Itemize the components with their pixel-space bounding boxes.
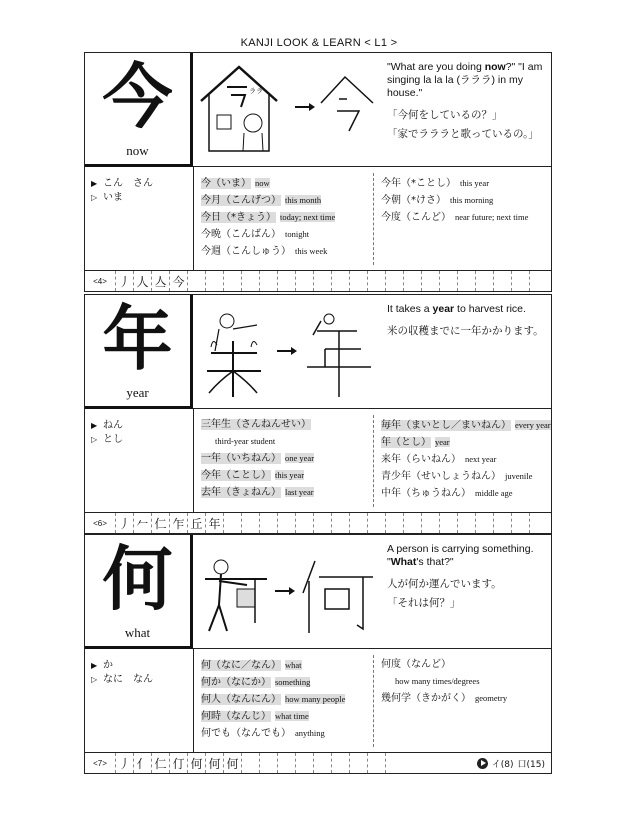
vocab-item bbox=[201, 450, 314, 467]
stroke-cell bbox=[421, 271, 439, 291]
stroke-cell bbox=[529, 271, 547, 291]
stroke-cell bbox=[277, 753, 295, 773]
stroke-cell bbox=[277, 513, 295, 533]
vocab-word: 何（なに／なん） bbox=[201, 660, 281, 671]
vocab-item bbox=[201, 725, 345, 742]
card-header bbox=[85, 53, 551, 167]
stroke-cell bbox=[475, 271, 493, 291]
mnemonic-illustration bbox=[197, 301, 379, 401]
stroke-cell bbox=[259, 753, 277, 773]
stroke-order-row bbox=[85, 513, 551, 533]
stroke-cell bbox=[439, 271, 457, 291]
kanji-card-nen bbox=[84, 294, 552, 534]
vocab-word: 今朝（*けさ） bbox=[381, 195, 446, 206]
readings-vocab-section bbox=[85, 649, 551, 753]
stroke-cell bbox=[187, 271, 205, 291]
vocab-item bbox=[201, 417, 314, 433]
vocab-word: 何でも（なんでも） bbox=[201, 728, 291, 739]
stroke-cell bbox=[313, 513, 331, 533]
vocab-translation: what time bbox=[275, 711, 309, 721]
vocab-item bbox=[381, 434, 551, 451]
reading-kun: ▷ なに なん bbox=[91, 674, 153, 685]
vocab-word: 今（いま） bbox=[201, 178, 251, 189]
stroke-cell: 人 bbox=[133, 271, 151, 291]
vocab-item bbox=[201, 484, 314, 501]
stroke-cell bbox=[331, 271, 349, 291]
stroke-cell bbox=[241, 271, 259, 291]
stroke-cell bbox=[367, 271, 385, 291]
stroke-cell: 丿 bbox=[115, 271, 133, 291]
story-japanese: 米の収穫までに一年かかります。 bbox=[387, 325, 544, 337]
vocab-translation: one year bbox=[285, 453, 315, 463]
stroke-cell bbox=[205, 271, 223, 291]
reading-on: ▶ か bbox=[91, 660, 113, 671]
vocab-item bbox=[201, 708, 345, 725]
vocab-word: 何人（なんにん） bbox=[201, 694, 281, 705]
stroke-cell bbox=[259, 513, 277, 533]
story-english: "What are you doing now?" "I am singing la la la (ラララ) in my house." bbox=[387, 61, 543, 99]
stroke-cell bbox=[403, 271, 421, 291]
vocab-translation: this morning bbox=[450, 195, 494, 205]
reading-on: ▶ こん さん bbox=[91, 178, 153, 189]
vocab-word: 来年（らいねん） bbox=[381, 454, 461, 465]
vocab-list-right bbox=[381, 417, 551, 502]
kanji-character: 年 bbox=[102, 298, 173, 380]
stroke-cell bbox=[403, 513, 421, 533]
vocab-translation: something bbox=[275, 677, 311, 687]
vocab-item bbox=[201, 175, 335, 192]
stroke-cell: 亼 bbox=[151, 271, 169, 291]
vocab-translation: last year bbox=[285, 487, 314, 497]
mnemonic-story bbox=[387, 303, 549, 338]
stroke-cell bbox=[223, 271, 241, 291]
stroke-cell bbox=[241, 753, 259, 773]
vocab-translation: this year bbox=[460, 178, 490, 188]
vocab-translation: anything bbox=[295, 728, 325, 738]
stroke-cell bbox=[349, 271, 367, 291]
vocab-item bbox=[381, 673, 507, 690]
vocab-item bbox=[201, 657, 345, 674]
vocab-item bbox=[201, 467, 314, 484]
stroke-cell bbox=[385, 753, 403, 773]
vocab-translation: how many people bbox=[285, 694, 346, 704]
vocab-item bbox=[381, 657, 507, 673]
vocab-translation: every year bbox=[515, 420, 551, 430]
card-header bbox=[85, 295, 551, 409]
kanji-character: 今 bbox=[102, 56, 173, 138]
stroke-cell bbox=[331, 753, 349, 773]
vocab-translation: middle age bbox=[475, 488, 513, 498]
stroke-cell bbox=[439, 513, 457, 533]
vocab-translation: how many times/degrees bbox=[395, 676, 480, 686]
stroke-cell bbox=[295, 753, 313, 773]
mnemonic-story bbox=[387, 61, 549, 141]
stroke-cell bbox=[259, 271, 277, 291]
vocab-word: 今年（*ことし） bbox=[381, 178, 456, 189]
reading-kun: ▷ いま bbox=[91, 192, 123, 203]
stroke-order-row bbox=[85, 753, 551, 773]
vocab-translation: this month bbox=[285, 195, 322, 205]
stroke-cell: 亻 bbox=[133, 753, 151, 773]
vocab-word: 青少年（せいしょうねん） bbox=[381, 471, 501, 482]
vocab-translation: near future; next time bbox=[455, 212, 529, 222]
vocab-word: 毎年（まいとし／まいねん） bbox=[381, 420, 511, 431]
play-icon bbox=[477, 758, 488, 769]
vocab-item bbox=[381, 209, 528, 226]
vocab-item bbox=[381, 417, 551, 434]
stroke-cell: 丿 bbox=[115, 513, 133, 533]
stroke-cell: 𠂉 bbox=[133, 513, 151, 533]
vocab-translation: this week bbox=[295, 246, 328, 256]
vocab-word: 去年（きょねん） bbox=[201, 487, 281, 498]
readings bbox=[91, 419, 191, 447]
story-japanese: 「今何をしているの？」 「家でラララと歌っているの。」 bbox=[387, 109, 539, 140]
story-japanese: 人が何か運んでいます。 「それは何？」 bbox=[387, 578, 502, 609]
vocab-word: 何か（なにか） bbox=[201, 677, 271, 688]
story-english: It takes a year to harvest rice. bbox=[387, 303, 526, 315]
vocab-word: 今日（*きょう） bbox=[201, 212, 276, 223]
vocab-item bbox=[201, 691, 345, 708]
kanji-box bbox=[85, 535, 193, 649]
stroke-cell bbox=[295, 513, 313, 533]
card-header bbox=[85, 535, 551, 649]
vocab-translation: this year bbox=[275, 470, 305, 480]
vocab-word: 今晩（こんばん） bbox=[201, 229, 281, 240]
svg-text:ララ: ララ bbox=[249, 87, 263, 95]
kanji-box bbox=[85, 295, 193, 409]
vocab-list-left bbox=[201, 175, 335, 260]
stroke-cell bbox=[241, 513, 259, 533]
stroke-cell: 仁 bbox=[151, 513, 169, 533]
stroke-order-row bbox=[85, 271, 551, 291]
vocab-translation: next year bbox=[465, 454, 497, 464]
stroke-cell: 丘 bbox=[187, 513, 205, 533]
vocab-translation: geometry bbox=[475, 693, 508, 703]
vocab-word: 一年（いちねん） bbox=[201, 453, 281, 464]
kanji-meaning: what bbox=[124, 625, 151, 640]
stroke-count: <7> bbox=[93, 758, 107, 768]
stroke-cell bbox=[511, 271, 529, 291]
stroke-cell bbox=[313, 753, 331, 773]
stroke-count: <4> bbox=[93, 276, 107, 286]
vocab-item bbox=[201, 192, 335, 209]
readings-vocab-section bbox=[85, 409, 551, 513]
vocab-translation: juvenile bbox=[505, 471, 533, 481]
vocab-item bbox=[381, 485, 551, 502]
vocab-word: 年（とし） bbox=[381, 437, 431, 448]
page-title: KANJI LOOK & LEARN < L1 > bbox=[240, 37, 398, 49]
stroke-cell bbox=[295, 271, 313, 291]
vocab-translation: now bbox=[255, 178, 270, 188]
vocab-translation: tonight bbox=[285, 229, 310, 239]
kanji-character: 何 bbox=[102, 538, 173, 620]
vocab-item bbox=[201, 433, 314, 450]
stroke-cell bbox=[313, 271, 331, 291]
reading-kun: ▷ とし bbox=[91, 434, 123, 445]
kanji-box bbox=[85, 53, 193, 167]
stroke-cell bbox=[493, 513, 511, 533]
stroke-cell bbox=[529, 513, 547, 533]
vocab-item bbox=[381, 451, 551, 468]
mnemonic-illustration bbox=[197, 59, 379, 159]
stroke-cell bbox=[223, 513, 241, 533]
vocab-word: 今度（こんど） bbox=[381, 212, 451, 223]
stroke-cell: 何 bbox=[187, 753, 205, 773]
stroke-cell: 乍 bbox=[169, 513, 187, 533]
vocab-translation: what bbox=[285, 660, 302, 670]
vocab-word: 三年生（さんねんせい） bbox=[201, 419, 311, 430]
vocab-list-right bbox=[381, 175, 528, 226]
vocab-translation: third-year student bbox=[215, 436, 276, 446]
stroke-cell bbox=[385, 513, 403, 533]
stroke-cell bbox=[493, 271, 511, 291]
kanji-card-nani bbox=[84, 534, 552, 774]
vocab-item bbox=[201, 243, 335, 260]
stroke-cell bbox=[331, 513, 349, 533]
vocab-word: 今年（ことし） bbox=[201, 470, 271, 481]
vocab-list-left bbox=[201, 417, 314, 501]
stroke-cell: 仁 bbox=[151, 753, 169, 773]
mnemonic-illustration bbox=[197, 541, 379, 641]
vocab-list-left bbox=[201, 657, 345, 742]
mnemonic-story bbox=[387, 543, 549, 610]
vocab-list-right bbox=[381, 657, 507, 707]
stroke-cell: 何 bbox=[205, 753, 223, 773]
stroke-cell bbox=[367, 753, 385, 773]
component-reference bbox=[473, 753, 545, 773]
stroke-cell bbox=[457, 513, 475, 533]
readings bbox=[91, 659, 191, 687]
stroke-cell bbox=[349, 513, 367, 533]
vocab-item bbox=[201, 226, 335, 243]
readings bbox=[91, 177, 191, 205]
stroke-cell: 何 bbox=[223, 753, 241, 773]
vocab-translation: year bbox=[435, 437, 450, 447]
vocab-word: 何時（なんじ） bbox=[201, 711, 271, 722]
stroke-cell bbox=[385, 271, 403, 291]
vocab-translation: today; next time bbox=[280, 212, 336, 222]
vocab-word: 今月（こんげつ） bbox=[201, 195, 281, 206]
stroke-cell: 仃 bbox=[169, 753, 187, 773]
stroke-cell: 丿 bbox=[115, 753, 133, 773]
reading-on: ▶ ねん bbox=[91, 420, 123, 431]
stroke-cell bbox=[367, 513, 385, 533]
stroke-count: <6> bbox=[93, 518, 107, 528]
story-english: A person is carrying something. "What's that?" bbox=[387, 543, 534, 568]
vocab-item bbox=[381, 175, 528, 192]
vocab-word: 中年（ちゅうねん） bbox=[381, 488, 471, 499]
vocab-word: 幾何学（きかがく） bbox=[381, 693, 471, 704]
stroke-cell bbox=[511, 513, 529, 533]
stroke-cell bbox=[349, 753, 367, 773]
stroke-cell bbox=[421, 513, 439, 533]
component-ref-1: イ(8) bbox=[491, 759, 514, 770]
vocab-word: 今週（こんしゅう） bbox=[201, 246, 291, 257]
kanji-meaning: year bbox=[126, 385, 149, 400]
vocab-item bbox=[381, 468, 551, 485]
stroke-cell bbox=[475, 513, 493, 533]
readings-vocab-section bbox=[85, 167, 551, 271]
stroke-cell bbox=[277, 271, 295, 291]
vocab-item bbox=[201, 209, 335, 226]
stroke-cell bbox=[457, 271, 475, 291]
stroke-cell: 今 bbox=[169, 271, 187, 291]
vocab-item bbox=[381, 192, 528, 209]
vocab-item bbox=[381, 690, 507, 707]
vocab-word: 何度（なんど） bbox=[381, 659, 451, 670]
stroke-cell: 年 bbox=[205, 513, 223, 533]
kanji-meaning: now bbox=[126, 143, 149, 158]
component-ref-2: 口(15) bbox=[517, 759, 545, 770]
kanji-card-ima bbox=[84, 52, 552, 292]
vocab-item bbox=[201, 674, 345, 691]
